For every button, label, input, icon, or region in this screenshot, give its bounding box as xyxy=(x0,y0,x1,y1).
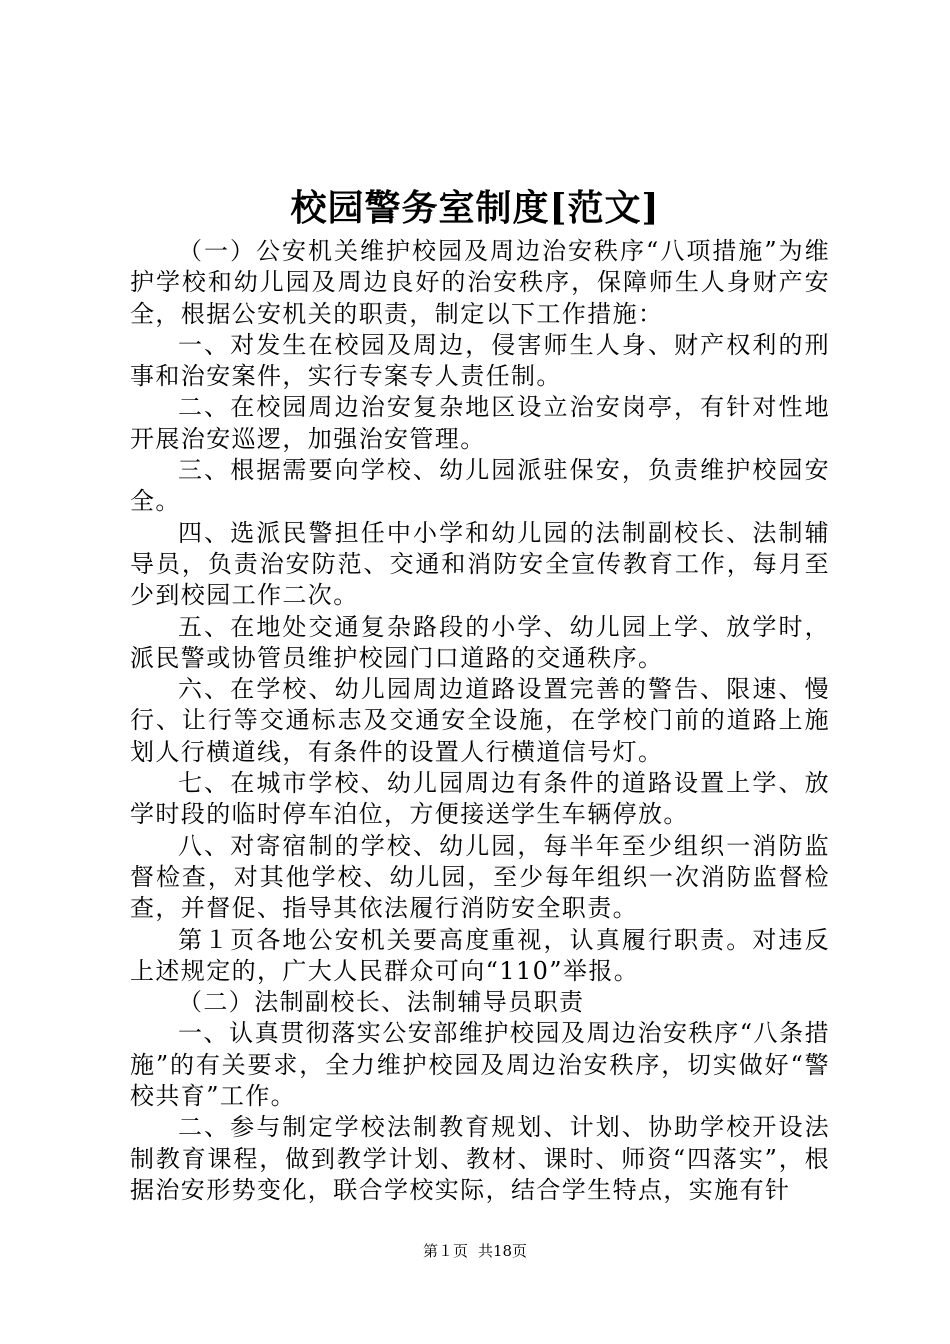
paragraph: 五、在地处交通复杂路段的小学、幼儿园上学、放学时，派民警或协管员维护校园门口道路的交通秩序。 xyxy=(130,612,830,672)
paragraph: 四、选派民警担任中小学和幼儿园的法制副校长、法制辅导员，负责治安防范、交通和消防安全宣传教育工作，每月至少到校园工作二次。 xyxy=(130,518,830,610)
page-total: 共18页 xyxy=(477,1242,528,1260)
document-title: 校园警务室制度[范文] xyxy=(290,187,660,229)
paragraph: 七、在城市学校、幼儿园周边有条件的道路设置上学、放学时段的临时停车泊位，方便接送学生车辆停放。 xyxy=(130,769,830,829)
paragraph: 第１页各地公安机关要高度重视，认真履行职责。对违反上述规定的，广大人民群众可向“110”举报。 xyxy=(130,925,830,985)
paragraph: 六、在学校、幼儿园周边道路设置完善的警告、限速、慢行、让行等交通标志及交通安全设施，在学校门前的道路上施划人行横道线，有条件的设置人行横道信号灯。 xyxy=(130,675,830,766)
paragraph: 二、在校园周边治安复杂地区设立治安岗亭，有针对性地开展治安巡逻，加强治安管理。 xyxy=(130,393,830,453)
paragraph: （二）法制副校长、法制辅导员职责 xyxy=(178,988,585,1017)
paragraph: 二、参与制定学校法制教育规划、计划、协助学校开设法制教育课程，做到教学计划、教材、课时、师资“四落实”，根据治安形势变化，联合学校实际，结合学生特点，实施有针 xyxy=(130,1113,830,1204)
paragraph: 三、根据需要向学校、幼儿园派驻保安，负责维护校园安全。 xyxy=(130,456,830,516)
document-body xyxy=(130,236,830,1206)
paragraph: 一、对发生在校园及周边，侵害师生人身、财产权利的刑事和治安案件，实行专案专人责任制。 xyxy=(130,330,830,391)
paragraph: （一）公安机关维护校园及周边治安秩序“八项措施”为维护学校和幼儿园及周边良好的治安秩序，保障师生人身财产安全，根据公安机关的职责，制定以下工作措施： xyxy=(130,237,830,328)
page-footer xyxy=(0,1241,950,1261)
paragraph: 一、认真贯彻落实公安部维护校园及周边治安秩序“八条措施”的有关要求，全力维护校园及周边治安秩序，切实做好“警校共育”工作。 xyxy=(130,1019,830,1111)
page-number: 第１页 xyxy=(422,1242,468,1260)
paragraph: 八、对寄宿制的学校、幼儿园，每半年至少组织一消防监督检查，对其他学校、幼儿园，至少每年组织一次消防监督检查，并督促、指导其依法履行消防安全职责。 xyxy=(130,831,830,923)
